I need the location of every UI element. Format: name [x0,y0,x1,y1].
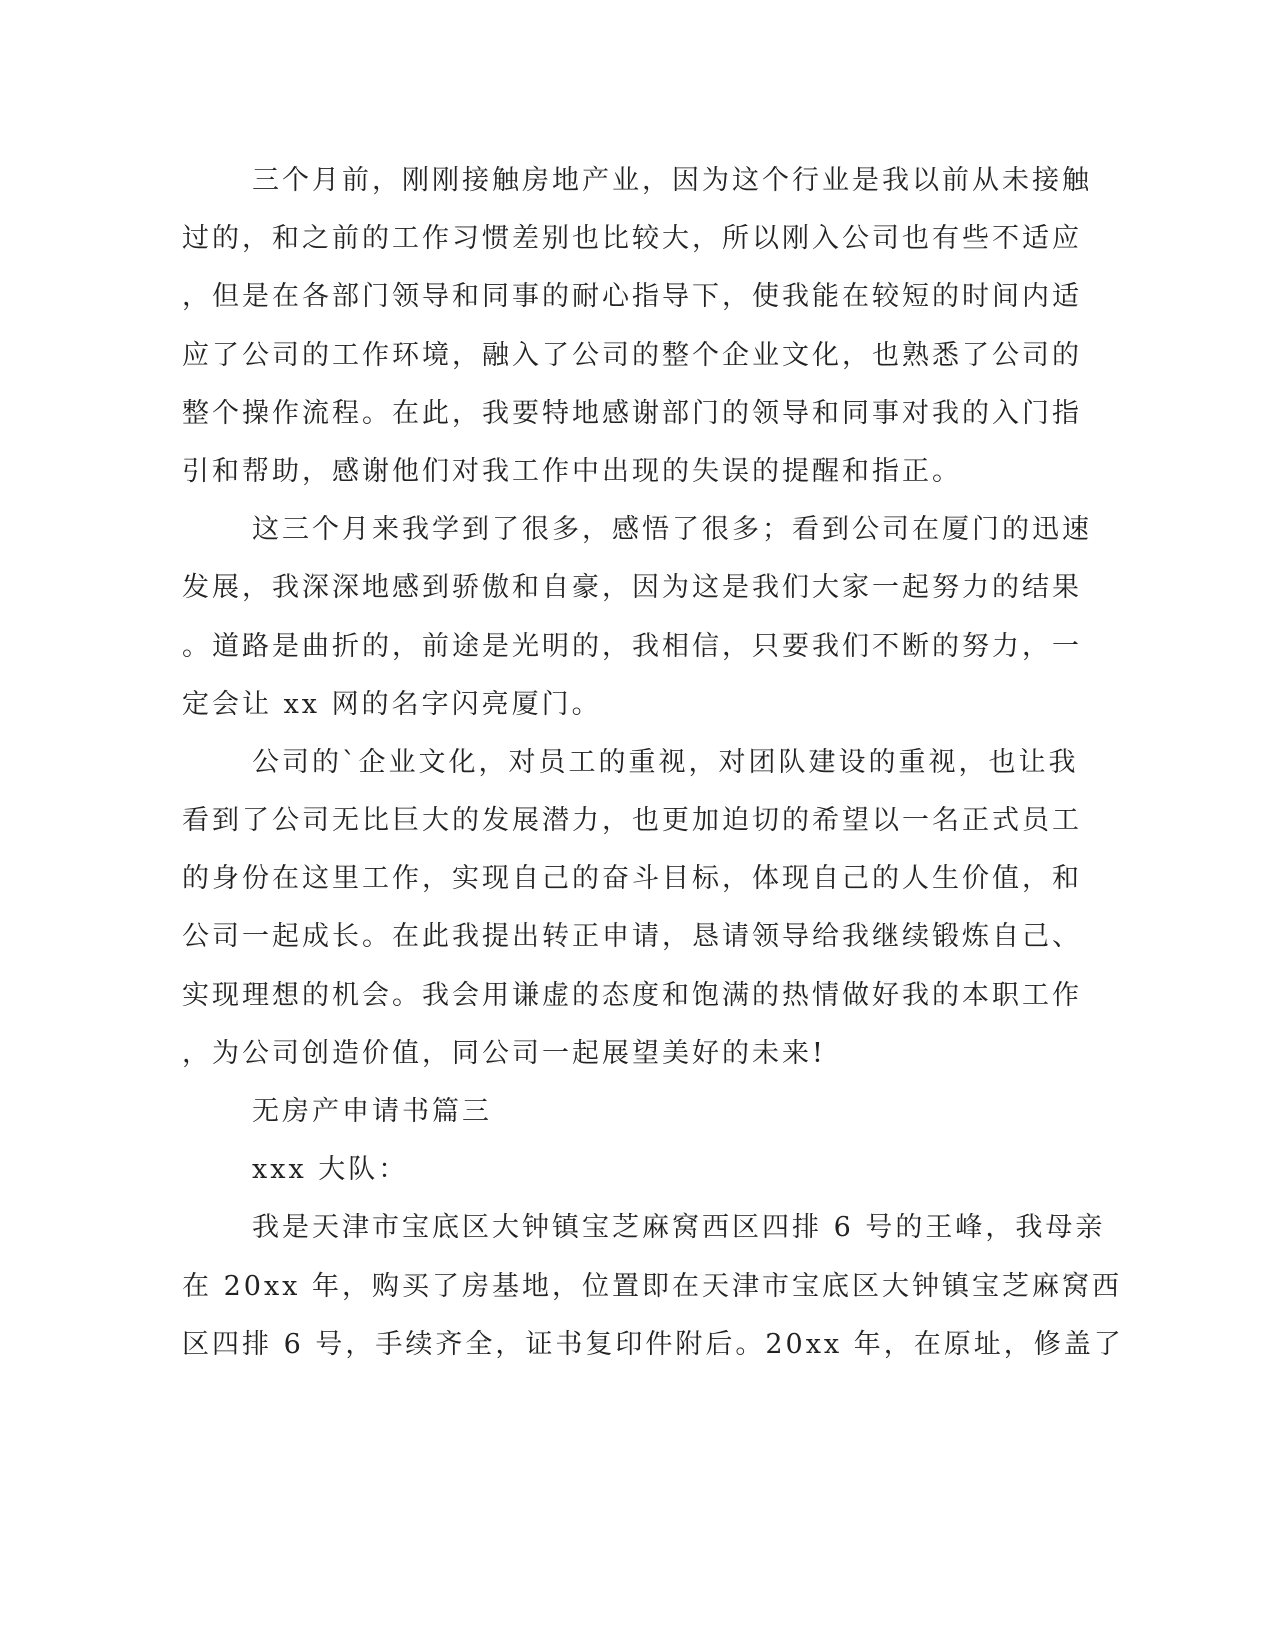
document-body [182,152,1124,1374]
text-line: 的身份在这里工作，实现自己的奋斗目标，体现自己的人生价值，和 [182,863,1082,895]
text-line: 发展，我深深地感到骄傲和自豪，因为这是我们大家一起努力的结果 [182,572,1082,604]
text-line: 看到了公司无比巨大的发展潜力，也更加迫切的希望以一名正式员工 [182,805,1082,837]
text-line: 应了公司的工作环境，融入了公司的整个企业文化，也熟悉了公司的 [182,339,1082,371]
text-line: 定会让 xx 网的名字闪亮厦门。 [182,688,602,720]
section-heading: 无房产申请书篇三 [252,1096,492,1127]
text-line: 这三个月来我学到了很多，感悟了很多；看到公司在厦门的迅速 [252,514,1092,546]
text-line: 实现理想的机会。我会用谦虚的态度和饱满的热情做好我的本职工作 [182,979,1082,1011]
text-line: 整个操作流程。在此，我要特地感谢部门的领导和同事对我的入门指 [182,397,1082,429]
text-line: 区四排 6 号，手续齐全，证书复印件附后。20xx 年，在原址，修盖了 [182,1328,1124,1360]
text-line: 在 20xx 年，购买了房基地，位置即在天津市宝底区大钟镇宝芝麻窝西 [182,1270,1122,1302]
text-line: 公司一起成长。在此我提出转正申请，恳请领导给我继续锻炼自己、 [182,921,1082,953]
text-line: 过的，和之前的工作习惯差别也比较大，所以刚入公司也有些不适应 [182,223,1082,255]
text-line: 。道路是曲折的，前途是光明的，我相信，只要我们不断的努力，一 [182,630,1082,662]
text-line: ，为公司创造价值，同公司一起展望美好的未来! [182,1037,826,1069]
text-line: 引和帮助，感谢他们对我工作中出现的失误的提醒和指正。 [182,455,962,487]
text-line: 三个月前，刚刚接触房地产业，因为这个行业是我以前从未接触 [252,165,1092,196]
text-line: 我是天津市宝底区大钟镇宝芝麻窝西区四排 6 号的王峰，我母亲 [252,1212,1106,1244]
text-line: ，但是在各部门领导和同事的耐心指导下，使我能在较短的时间内适 [182,281,1082,313]
text-line: 公司的`企业文化，对员工的重视，对团队建设的重视，也让我 [252,746,1079,778]
salutation: xxx 大队： [252,1154,409,1186]
